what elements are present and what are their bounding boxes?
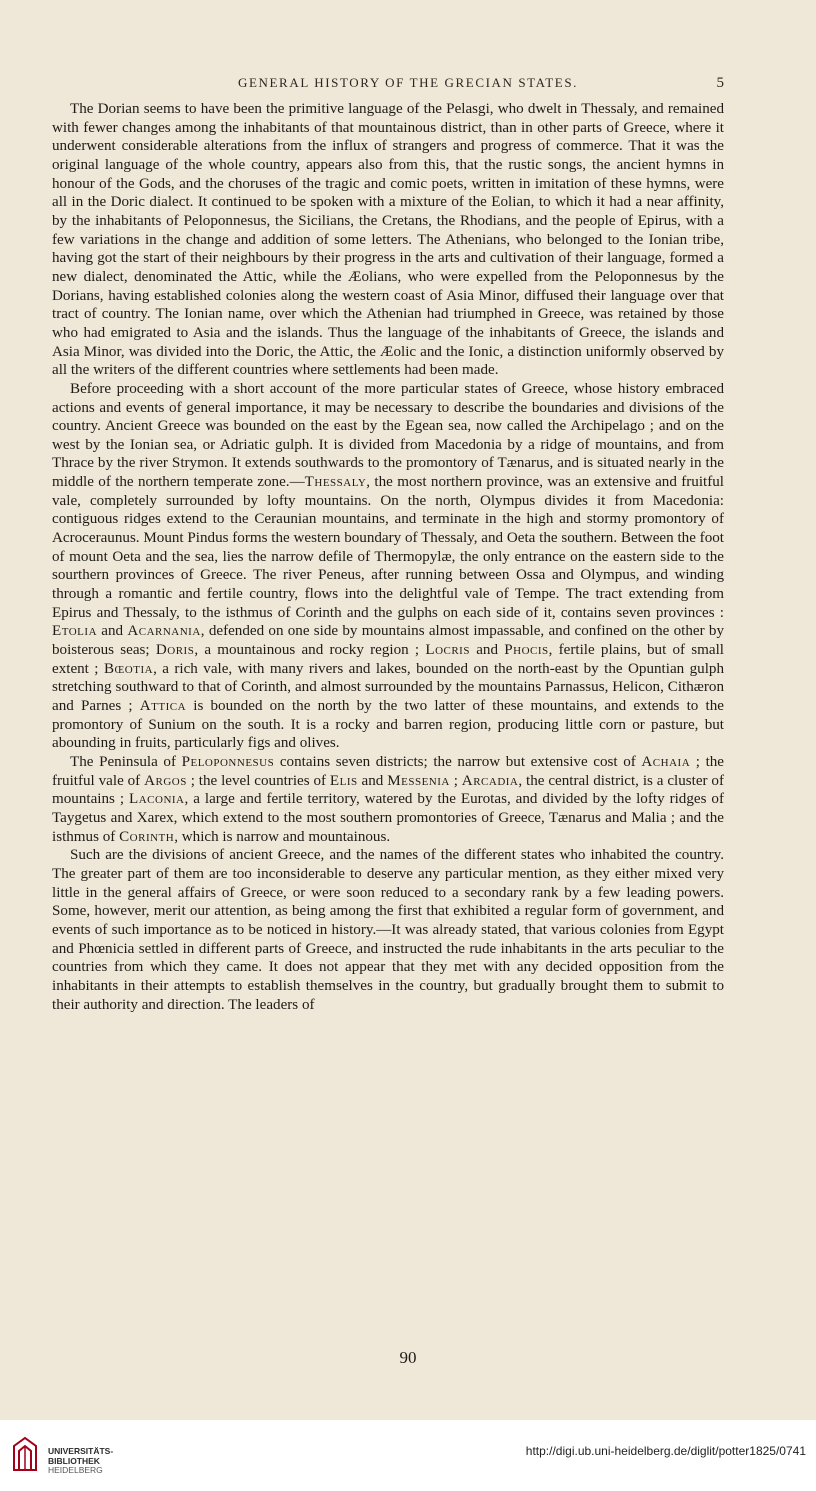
place-name: Corinth <box>119 828 175 845</box>
text-run: , a mountainous and rocky region ; <box>194 642 426 659</box>
text-run: , the central district, is a cluster of mountains ; <box>52 772 724 808</box>
page-number: 5 <box>716 75 724 91</box>
library-logo-icon <box>10 1434 40 1474</box>
text-run: The Peninsula of <box>70 753 182 770</box>
text-run: ; <box>449 772 462 789</box>
place-name: Acarnania <box>127 623 201 640</box>
text-run: contains seven districts; the narrow but extensive cost of <box>274 753 642 770</box>
source-url-link[interactable]: http://digi.ub.uni-heidelberg.de/diglit/potter1825/0741 <box>525 1444 806 1458</box>
place-name: Thessaly <box>304 474 367 491</box>
text-run: and <box>469 642 505 659</box>
text-run: , fertile plains, but of small extent ; <box>52 642 725 677</box>
text-run: , a large and fertile territory, watered by the Eurotas, and divided by the lofty ridges of Taygetus and Xarex, which extend to the most southern promontories of Greece, Tænarus and Malia ; and the isthmus of <box>52 791 724 845</box>
text-run: ; the level countries of <box>186 772 330 789</box>
place-name: Laconia <box>129 791 185 808</box>
footer-bar <box>0 1420 816 1491</box>
place-name: Argos <box>144 772 187 789</box>
text-run: and <box>357 772 388 789</box>
text-run: and <box>97 623 128 640</box>
place-name: Doris <box>155 642 195 659</box>
text-run: , the most northern province, was an extensive and fruitful vale, completely surrounded by lofty mountains. On the north, Olympus divides it from Macedonia: contiguous ridges extend to the Ceraunian mountains, and terminate in the high and stormy promontory of Acroceraunus. Mount Pindus forms the western boundary of Thessaly, and Oeta the southern. Between the foot of mount Oeta and the sea, lies the narrow defile of Thermopylæ, the only entrance on the eastern side to the sourthern provinces of Greece. The river Peneus, after running between Ossa and Olympus, and winding through a romantic and fertile country, flows into the delightful vale of Tempe. The tract extending from Epirus and Thessaly, to the isthmus of Corinth and the gulphs on each side of it, contains seven provinces : <box>52 474 724 621</box>
text-run: is bounded on the north by the two latter of these mountains, and extends to the promontory of Sunium on the south. It is a rocky and barren region, producing little corn or pasture, but abounding in fruits, particularly figs and olives. <box>52 698 724 752</box>
place-name: Bœotia <box>103 660 154 677</box>
text-run: Before proceeding with a short account of the more particular states of Greece, whose history embraced actions and events of general importance, it may be necessary to describe the boundaries and divisions of the country. Ancient Greece was bounded on the east by the Egean sea, now called the Archipelago ; and on the west by the Ionian sea, or Adriatic gulph. It is divided from Macedonia by a ridge of mountains, and from Thrace by the river Strymon. It extends southwards to the promontory of Tænarus, and is situated nearly in the middle of the northern temperate zone.— <box>52 380 724 491</box>
folio-number: 90 <box>399 1348 417 1367</box>
body-paragraph <box>52 380 724 753</box>
place-name: Locris <box>425 642 470 659</box>
place-name: Arcadia <box>461 772 519 789</box>
running-title: GENERAL HISTORY OF THE GRECIAN STATES. <box>238 75 578 90</box>
text-run: , defended on one side by mountains almost impassable, and confined on the other by boisterous seas; <box>52 623 724 659</box>
place-name: Messenia <box>387 772 450 789</box>
body-paragraph <box>52 846 724 1014</box>
body-text <box>52 100 724 1014</box>
text-run: The Dorian seems to have been the primitive language of the Pelasgi, who dwelt in Thessaly, and remained with fewer changes among the inhabitants of that mountainous district, than in other parts of Greece, where it underwent considerable alterations from the influx of strangers and progress of commerce. That it was the original language of the whole country, appears also from this, that the rustic songs, the ancient hymns in honour of the Gods, and the choruses of the tragic and comic poets, written in imitation of these hymns, were all in the Doric dialect. It continued to be spoken with a mixture of the Eolian, to which it had a near affinity, by the inhabitants of Peloponnesus, the Sicilians, the Cretans, the Rhodians, and the people of Epirus, with a few variations in the change and addition of some letters. The Athenians, who belonged to the Ionian tribe, having got the start of their neighbours by their progress in the arts and cultivation of their language, formed a new dialect, denominated the Attic, while the Æolians, who were expelled from the Peloponnesus by the Dorians, having established colonies along the western coast of Asia Minor, diffused their language over that tract of country. The Ionian name, over which the Athenian had triumphed in Greece, was retained by those who had emigrated to Asia and the islands. Thus the language of the inhabitants of Greece, the islands and Asia Minor, was divided into the Doric, the Attic, the Æolic and the Ionic, a distinction uniformly observed by all the writers of the different countries where settlements had been made. <box>52 101 724 379</box>
text-run: , a rich vale, with many rivers and lakes, bounded on the north-east by the Opuntian gulph stretching southward to that of Corinth, and almost surrounded by the mountains Parnassus, Helicon, Cithæron and Parnes ; <box>52 660 725 714</box>
body-paragraph <box>52 753 724 846</box>
place-name: Attica <box>139 698 187 714</box>
place-name: Elis <box>329 772 358 789</box>
place-name: Peloponnesus <box>181 753 275 770</box>
text-run: , which is narrow and mountainous. <box>174 828 391 845</box>
place-name: Phocis <box>504 642 549 659</box>
place-name: Achaia <box>641 753 691 770</box>
library-name: UNIVERSITÄTS- BIBLIOTHEK HEIDELBERG <box>48 1446 114 1475</box>
body-paragraph <box>52 100 724 380</box>
page-header <box>60 75 756 95</box>
text-run: ; the fruitful vale of <box>52 753 725 789</box>
text-run: Such are the divisions of ancient Greece, and the names of the different states who inhabited the country. The greater part of them are too inconsiderable to deserve any particular mention, as they either mixed very little in the general affairs of Greece, or were soon reduced to a secondary rank by a few leading powers. Some, however, merit our attention, as being among the first that exhibited a regular form of government, and events of such importance as to be noticed in history.—It was already stated, that various colonies from Egypt and Phœnicia settled in different parts of Greece, and instructed the rude inhabitants in the arts peculiar to the countries from which they came. It does not appear that they met with any decided opposition from the inhabitants in their attempts to establish themselves in the country, but gradually brought them to submit to their authority and direction. The leaders of <box>52 847 724 1013</box>
place-name: Etolia <box>52 623 98 640</box>
